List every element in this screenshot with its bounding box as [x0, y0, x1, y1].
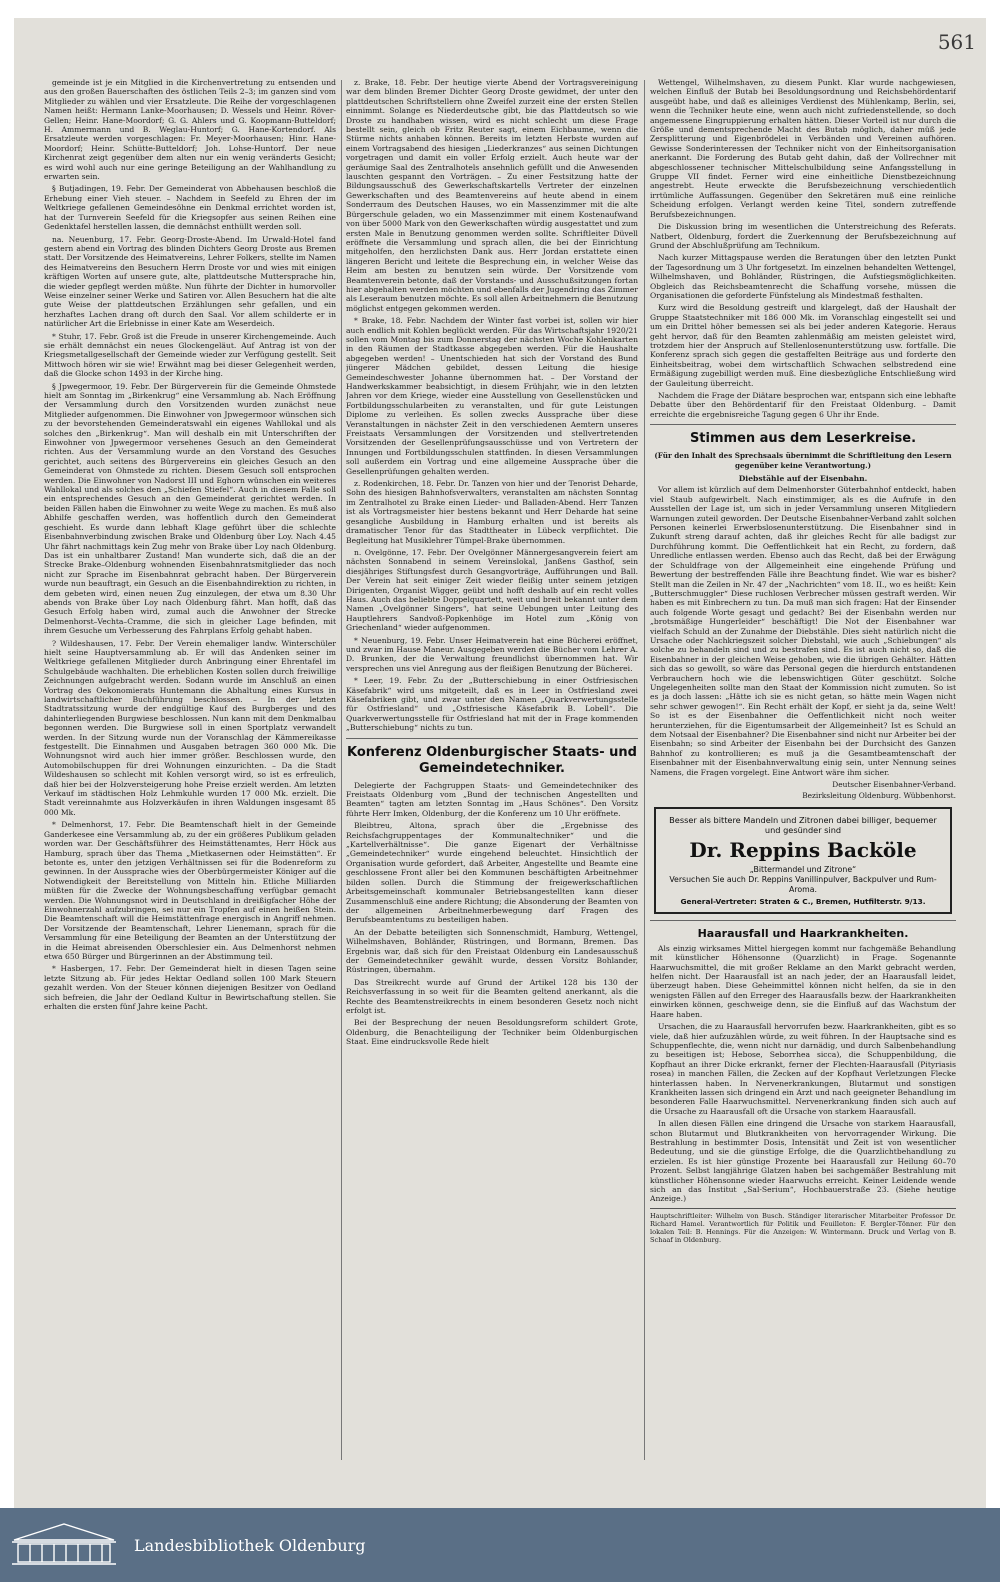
letter-signature: Bezirksleitung Oldenburg. Wübbenhorst. — [802, 791, 956, 801]
news-paragraph: n. Ovelgönne, 17. Febr. Der Ovelgönner Männergesangverein feiert am nächsten Sonnabend in seinem Vereinslokal, Janßens Gasthof, sein diesjähriges Stiftungsfest durch Gesangvorträge, Aufführungen und Ball. Der Verein hat seit einiger Zeit wieder fleißig unter seinem jetzigen Dirigenten, Organist Wigger, geübt und hofft deshalb auf ein recht volles Haus. Auch das beliebte Doppelquartett, weit und breit bekannt unter dem Namen „Ovelgönner Singers“, hat seine Uebungen unter Leitung des Hauptlehrers Sandvoß-Popkenhöge im Hotel zum „König von Griechenland“ wieder aufgenommen. — [346, 547, 638, 633]
article-paragraph: Bei der Besprechung der neuen Besoldungsreform schildert Grote, Oldenburg, die Benachteiligung der Techniker beim Oldenburgischen Staat. Eine eindrucksvolle Rede hielt — [346, 1018, 638, 1047]
letter-subheading: Diebstähle auf der Eisenbahn. — [738, 474, 868, 484]
section-heading-konferenz: Konferenz Oldenburgischer Staats- und Gemeindetechniker. — [347, 744, 637, 776]
page-number: 561 — [937, 30, 976, 54]
advertisement-reppins — [654, 807, 952, 914]
library-name[interactable]: Landesbibliothek Oldenburg — [134, 1536, 366, 1555]
library-footer — [0, 1508, 1000, 1582]
letter-paragraph: Vor allem ist kürzlich auf dem Delmenhorster Güterbahnhof entdeckt, haben viel Staub aufgewirbelt. Nach einstimmiger, als es die Aufrufe in den Ausstellen der Lage ist, um sich in jeder Versammlung unseren Mitgliedern Warnungen zuteil geworden. Der Deutsche Eisenbahner-Verband zahlt solchen Personen keinerlei Erwerbslosenunterstützung. Die Eisenbahner sind in Zukunft streng darauf achten, daß ihr gleiches Recht für alle badigst zur Durchführung kommt. Die Oeffentlichkeit hat ein Recht, zu fordern, daß Unredliche entlassen werden. Ebenso auch das Recht, daß bei der Erwägung der Schuldfrage von der Allgemeinheit eine eingehende Prüfung und Bewertung der bestreffenden Fälle ihre Beachtung findet. Wie war es bisher? Stellt man die Zeilen in Nr. 47 der „Nachrichten“ vom 18. II., wo es heißt: Kein „Butterschmuggler“ Diese ruchlosen Verbrecher müssen gestraft werden. Wir haben es mit Einbrechern zu tun. Da muß man sich fragen: Hat der Einsender auch folgende Worte gesagt und gedacht? Bei der Eisenbahn werden nur „brotsmäßige Hungerleider“ beschäftigt! Die Not der Eisenbahner war vielfach Schuld an der Zunahme der Diebstähle. Dies sieht natürlich nicht die Ursache oder Nachkriegszeit solcher Diebstahl, wie auch „Schiebungen“ als solche zu behandeln sind und zu bestrafen sind. Es ist auch nicht so, daß die Eisenbahner in der gleichen Weise gehoben, wie die übrigen Gehälter. Hätten sich das so gewollt, so wäre das Personal gegen die hierdurch entstandenen Verbrauchern hoch wie die lebenswichtigen Güter geschützt. Solche Ungelegenheiten sollte man den Staat der Kommission nicht zumuten. So ist es ja doch lassen: „Hätte ich sie es nicht getan, so hätte mein Wagen nicht sehr schwer gewogen!“. Ein Recht erhält der Kopf, er sieht ja da, seine Welt! So ist es der Eisenbahner die Oeffentlichkeit nicht noch weiter herunterziehen, für die Eigentumsarbeit der Allgemeinheit? Ist es Schuld an dem Notsaal der Eisenbahner? Die Eisenbahner sind nicht nur Arbeiter bei der Eisenbahn; so sind Arbeiter der Eisenbahn bei der Durchsicht des Ganzen Bahnhof zu kontrollieren; es muß ja die Gesamtbeamtenschaft der Eisenbahner mit der Eisenbahnverwaltung einig sein, unter Nennung seines Namens, die Fragen vorgelegt. Eine Antwort wäre ihm sicher. — [650, 485, 956, 777]
news-paragraph: § Jpwegermoor, 19. Febr. Der Bürgerverein für die Gemeinde Ohmstede hielt am Sonntag im „Birkenkrug“ eine Versammlung ab. Nach Eröffnung der Versammlung durch den Vorsitzenden wurden zunächst neue Mitglieder aufgenommen. Die Einwohner von Jpwegermoor wünschen sich zu der bevorstehenden Gemeinderatswahl ein eigenes Wahllokal und als solches den „Birkenkrug“. Man will deshalb ein mit Unterschriften der Einwohner von Jpwegermoor versehenes Gesuch an den Gemeinderat richten. Aus der Versammlung wurde an den Vorstand des Gesuches gerichtet, auch seitens des Bürgervereins ein gleiches Gesuch an den Gemeinderat von Ohmstede zu richten. Diesem Gesuch soll entsprochen werden. Die Einwohner von Nadorst III und Eghorn wünschen ein weiteres Wahllokal und als solches den „Schiefen Stiefel“. Auch in diesem Falle soll ein entsprechendes Gesuch an den Gemeinderat gerichtet werden. In beiden Fällen haben die Einwohner zu weite Wege zu machen. Es muß also Abhilfe geschaffen werden, was hoffentlich durch den Gemeinderat geschieht. Es wurde dann lebhaft Klage geführt über die schlechte Eisenbahnverbindung zwischen Brake und Oldenburg über Loy. Nach 4.45 Uhr fährt nachmittags kein Zug mehr von Brake über Loy nach Oldenburg. Das ist ein unhaltbarer Zustand! Man wunderte sich, daß die an der Strecke Brake–Oldenburg wohnenden Eisenbahnratsmitglieder das noch nicht zur Sprache im Eisenbahnrat gebracht haben. Der Bürgerverein wurde nun beauftragt, ein Gesuch an die Eisenbahndirektion zu richten, in dem gebeten wird, einen neuen Zug einzulegen, der etwa um 8.30 Uhr abends von Brake über Loy nach Oldenburg fährt. Man hofft, daß das Gesuch Erfolg haben wird, zumal auch die Anwohner der Strecke Delmenhorst–Vechta–Cramme, die sich in gleicher Lage befinden, mit ihrem Gesuche um Verbesserung des Fahrplans Erfolg gehabt haben. — [44, 381, 336, 636]
article-paragraph: Ursachen, die zu Haarausfall hervorrufen bezw. Haarkrankheiten, gibt es so viele, daß hier aufzuzählen würde, zu weit führen. In der Hauptsache sind es Schuppenflechte, die, wenn nicht nur darnädig, und durch Salbenbehandlung zu beseitigen ist; Hebose, Seborrhea sicca), die Schuppenbildung, die Kopfhaut an ihrer Dicke erkrankt, ferner der Flechten-Haarausfall (Pityriasis rosea) in manchen Fällen, die Zecken auf der Kopfhaut Verletzungen Flecke hinterlassen haben. In Nervenerkrankungen, Blutarmut und sonstigen Krankheiten lassen sich dringend ein Arzt und nach geeigneter Behandlung im besonderen Falle Haarwuchsmittel. Nervenerkrankung finden sich auch auf die Ursache zu Haarausfall oft die Ursache von starkem Haarausfall. — [650, 1022, 956, 1116]
article-paragraph: Nach kurzer Mittagspause werden die Beratungen über den letzten Punkt der Tagesordnung um 3 Uhr fortgesetzt. Im einzelnen behandelten Wettengel, Wilhelmshaven, und Bohländer, Rüstringen, die Aufstiegsmöglichkeiten. Obgleich das Reichsbeamtenrecht die Schaffung vorsehe, müssen die Organisationen die geforderte Fünfstelung als Mindestmaß festhalten. — [650, 253, 956, 300]
news-paragraph: * Delmenhorst, 17. Febr. Die Beamtenschaft hielt in der Gemeinde Ganderkesee eine Versammlung ab, zu der ein größeres Publikum geladen worden war. Der Geschäftsführer des Heimstättenamtes, Herr Höck aus Hamburg, sprach über das Thema „Mietkasernen oder Heimstätten“. Er betonte es, unter den jetzigen Verhältnissen sei für die Bodenreform zu gewinnen. In der Aussprache wies der Oberbürgermeister Königer auf die Notwendigkeit der Bereitstellung von Mitteln hin. Etliche Milliarden müßten für die Zwecke der Wohnungsbeschaffung verfügbar gemacht werden. Die Wohnungsnot wird in Deutschland in dreißigfacher Höhe der Einwohnerzahl aufzubringen, sei nur ein Tropfen auf einen heißen Stein. Die Beamtenschaft will die Heimstättenfrage energisch in Angriff nehmen. Der Vorsitzende der Beamtenschaft, Lehrer Lienemann, sprach für die Versammlung für eine Beteiligung der Beamten an der Unterstützung der in die Heimat abreisenden Oberschlesier ein. Aus Delmenhorst nehmen etwa 650 Bürger und Bürgerinnen an der Abstimmung teil. — [44, 820, 336, 961]
news-paragraph: * Brake, 18. Febr. Nachdem der Winter fast vorbei ist, sollen wir hier auch endlich mit Kohlen beglückt werden. Für das Wirtschaftsjahr 1920/21 sollen vom Montag bis zum Donnerstag der nächsten Woche Kohlenkarten in den Räumen der Stadtkasse abgegeben werden. Für die Haushalte abgegeben werden! – Unentschieden hat sich der Vorstand des Bund jüngerer Mädchen gebildet, dessen Leitung die hiesige Gemeindeschwester Johanne übernommen hat. – Der Vorstand der Handwerkskammer beabsichtigt, in diesem Frühjahr, wie in den letzten Jahren vor dem Kriege, wieder eine Ausstellung von Gesellenstücken und Fortbildungsschularbeiten zu veranstalten, und für gute Leistungen Diplome zu verleihen. Es sollen zwecks Aussprache über diese Veranstaltungen in nächster Zeit in den verschiedenen Aemtern unseres Freistaats Versammlungen der Vorsitzenden und stellvertretenden Vorsitzenden der Gesellenprüfungsausschüsse und von Vertretern der Innungen und Fortbildungsschulen stattfinden. In diesen Versammlungen soll außerdem ein Vortrag und eine allgemeine Aussprache über die Gesellenprüfungen gehalten werden. — [346, 316, 638, 476]
news-paragraph: gemeinde ist je ein Mitglied in die Kirchenvertretung zu entsenden und aus den großen Bauerschaften des östlichen Teils 2–3; im ganzen sind vom Mitglieder zu wählen und vier Ersatzleute. Die Reihe der vorgeschlagenen Namen heißt: Hermann Lanke-Moorhausen; D. Wessels und Heinr. Röver-Gellen; Heinr. Hane-Moordorf; G. G. Ahlers und G. Koopmann-Butteldorf; H. Ammermann und B. Weglau-Huntorf; G. Hane-Kortendorf. Als Ersatzleute werden vorgeschlagen: Fr. Meyer-Moorhausen; Hinr. Hane-Moordorf; Heinr. Schütte-Butteldorf; Joh. Lohse-Huntorf. Der neue Kirchenrat zeigt gegenüber dem alten nur ein wenig veränderts Gesicht; es wird wohl auch nur eine geringe Beteiligung an der Wahlhandlung zu erwarten sein. — [44, 78, 336, 182]
news-paragraph: § Butjadingen, 19. Febr. Der Gemeinderat von Abbehausen beschloß die Erhebung einer Vieh steuer. – Nachdem in Seefeld zu Ehren der im Weltkriege gefallenen Gemeindesöhne ein Denkmal errichtet worden ist, hat der Turnverein Seefeld für die Kriegsopfer aus seinen Reihen eine Gedenktafel herstellen lassen, die demnächst enthüllt werden soll. — [44, 184, 336, 232]
section-heading-leserkreise: Stimmen aus dem Leserkreise. — [689, 431, 917, 447]
editorial-disclaimer: (Für den Inhalt des Sprechsaals übernimmt die Schriftleitung den Lesern gegenüber keine Verantwortung.) — [654, 451, 952, 470]
newspaper-imprint: Hauptschriftleiter: Wilhelm von Busch. Ständiger literarischer Mitarbeiter Professor Dr. Richard Hamel. Verantwortlich für Politik und Feuilleton: F. Bergler-Tönner. Für den lokalen Teil: B. Hennings. Für die Anzeigen: W. Wintermann. Druck und Verlag von B. Schaaf in Oldenburg. — [650, 1208, 956, 1244]
news-paragraph: * Leer, 19. Febr. Zu der „Butterschiebung in einer Ostfriesischen Käsefabrik“ wird uns mitgeteilt, daß es in Leer in Ostfriesland zwei Käsefabriken gibt, und zwar unter den Namen „Quarkverwertungsstelle für Ostfriesland“ und „Ostfriesische Käsefabrik B. Lobell“. Die Quarkverwertungsstelle für Ostfriesland hat mit der in Frage kommenden „Butterschiebung“ nichts zu tun. — [346, 676, 638, 733]
article-paragraph: Bleibtreu, Altona, sprach über die „Ergebnisse des Reichsfachgruppentages der Kommunaltechniker“ und die „Kartellverhältnisse“. Die ganze Eigenart der Verhältnisse „Gemeindetechniker“ wurde eingehend beleuchtet. Hinsichtlich der Organisation wurde gefordert, daß Arbeiter, Angestellte und Beamte eine geschlossene Front aller bei den Kommunen beschäftigten Arbeitnehmer bilden sollen. Durch die Stimmung der freigewerkschaftlichen Arbeitsgemeinschaft kommunaler Betriebsangestellten kann dieser Zusammenschluß eine andere Richtung; die Absonderung der Beamten von der allgemeinen Arbeitnehmerbewegung darf Fragen des Berufsbeamtentums zu besteiligen haben. — [346, 821, 638, 925]
news-paragraph: * Hasbergen, 17. Febr. Der Gemeinderat hielt in diesen Tagen seine letzte Sitzung ab. Für jedes Hektar Oedland sollen 100 Mark Steuern gezahlt werden. Von der Steuer können diejenigen Besitzer von Oedland sich befreien, die Jahr der Oedland Kultur in Bewirtschaftung stellen. Sie erhalten die ersten fünf Jahre keine Pacht. — [44, 964, 336, 1011]
ad-tagline: „Bittermandel und Zitrone“ — [749, 864, 857, 874]
column-middle — [346, 78, 638, 1463]
article-paragraph: Wettengel, Wilhelmshaven, zu diesem Punkt. Klar wurde nachgewiesen, welchen Einfluß der Butab bei Besoldungsordnung und Reichsbehördentarif ausgeübt habe, und daß es alleiniges Verdienst des Mühlenkamp, Berlin, sei, wenn die Techniker heute eine, wenn auch nicht zufriedenstellende, so doch angemessene Eingruppierung erhalten hätten. Dieser Vorteil ist nur durch die Größe und dementsprechende Macht des Butab möglich, daher müß jede Zersplitterung und Eigenbrödelei in Verbänden und Vereinen aufhören. Gewisse Sonderinteressen der Techniker nicht von der Einheitsorganisation anerkannt. Die Forderung des Butab geht dahin, daß der Vollrechner mit abgeschlossener technischer Mittelschulbildung seine Anfangsstellung in Gruppe VII findet. Ferner wird eine einheitliche Dienstbezeichnung angestrebt. Heute erweckte die Berufsbezeichnung verschiedentlich irrtümliche Auffassungen. Gegenüber den Sekretären muß eine reinliche Scheidung erfolgen. Verlangt werden keine Titel, sondern zutreffende Berufsbezeichnungen. — [650, 78, 956, 219]
column-divider — [341, 80, 342, 1460]
news-paragraph: z. Brake, 18. Febr. Der heutige vierte Abend der Vortragsvereinigung war dem blinden Bremer Dichter Georg Droste gewidmet, der unter den plattdeutschen Schriftstellern ohne Zweifel zurzeit eine der ersten Stellen einnimmt. Solange es Niederdeutsche gibt, bie das Plattdeutsch so wie Droste zu handhaben wissen, wird es nicht schlecht um diese Frage bestellt sein, gleich ob Fritz Reuter sagt, einem Eichbaume, wenn die Stürme nichts anhaben können. Bereits im letzten Herbste wurden auf einem Vortragsabend des hiesigen „Liederkranzes“ aus seinen Dichtungen vorgetragen und damit ein voller Erfolg erzielt. Auch heute war der geräumige Saal des Zentralhotels ansehnlich gefüllt und die Anwesenden lauschten gespannt den Vorträgen. – Zu einer Festsitzung hatte der Bildungsausschuß des Gewerkschaftskartells Vertreter der einzelnen Gewerkschaften und des Beamtenvereins auf heute abend in einem Sonderraum des Deutschen Hauses, wo ein Massenzimmer mit die alte Bürgerschule geladen, wo ein Massenzimmer mit einem Kostenaufwand von über 5000 Mark von den Gewerkschaften würdig ausgestattet und zum ersten Male in Benutzung genommen werden sollte. Schriftleiter Düvell eröffnete die Versammlung und sprach allen, die bei der Einrichtung mitgeholfen, den herzlichsten Dank aus. Herr Jordan erstattete einen längeren Bericht und leitete die Besprechung ein, in welcher Weise das Heim am besten zu benutzen sein würde. Der Vorsitzende vom Beamtenverein betonte, daß der Vorstands- und Ausschußsitzungen fortan hier abgehalten werden möchten und ebenfalls der Jugendring das Zimmer als Leseraum benutzen möchte. Es soll allen Arbeitnehmern die Benutzung möglichst entgegen gekommen werden. — [346, 78, 638, 313]
section-heading-haarausfall: Haarausfall und Haarkrankheiten. — [697, 926, 909, 940]
section-divider — [346, 738, 638, 739]
news-paragraph: na. Neuenburg, 17. Febr. Georg-Droste-Abend. Im Urwald-Hotel fand gestern abend ein Vortrag des blinden Dichters Georg Droste aus Bremen statt. Der Vorsitzende des Heimatvereins, Lehrer Folkers, stellte im Namen des Heimatvereins den Besuchern Herrn Droste vor und wies mit einigen kräftigen Worten auf unsere gute, alte, plattdeutsche Muttersprache hin, die wieder gepflegt werden müßte. Nun führte der Dichter in humorvoller Weise einzelner seiner Werke und Satiren vor. Allen Besuchern hat die alte gute Weise der plattdeutschen Erzählungen sehr gefallen, und ein herzhaftes Lachen drang oft durch den Saal. Vor allem schilderte er in natürlicher Art die Erlebnisse in einer Kate am Weserdeich. — [44, 234, 336, 329]
letter-signature: Deutscher Eisenbahner-Verband. — [832, 780, 956, 790]
column-left — [44, 78, 336, 1463]
column-divider — [644, 80, 645, 1460]
article-paragraph: In allen diesen Fällen eine dringend die Ursache von starkem Haarausfall, schon Blutarmut und Blutkrankheiten von hervorragender Wirkung. Die Bestrahlung in bestimmter Dosis, Intensität und Zeit ist von wesentlicher Bedeutung, und sie die günstige Erfolge, die die Quarzlichtbehandlung zu erzielen. Es ist hier günstige Prozente bei Haarausfall zur Heilung 60–70 Prozent. Selbst langjährige Glatzen haben bei sachgemäßer Bestrahlung mit künstlicher Höhensonne wieder Haarwuchs erreicht. Keiner Leidende wende sich an das Institut „Sal-Serium“, Hochbauerstraße 23. (Siehe heutige Anzeige.) — [650, 1119, 956, 1204]
article-paragraph: Das Streikrecht wurde auf Grund der Artikel 128 bis 130 der Reichsverfassung in so weit für die Beamten geltend anerkannt, als die Rechte des Beamtenstreikrechts in einem besonderen Gesetz noch nicht erfolgt ist. — [346, 977, 638, 1015]
news-paragraph: z. Rodenkirchen, 18. Febr. Dr. Tanzen von hier und der Tenorist Deharde, Sohn des hiesigen Bahnhofsverwalters, veranstalten am nächsten Sonntag im Zentralhotel zu Brake einen Lieder- und Balladen-Abend. Herr Tanzen ist als Vortragsmeister hier bestens bekannt und Herr Deharde hat seine gesangliche Ausbildung in Hamburg erhalten und ist bereits als dramatischer Tenor für das Stadttheater in Lübeck verpflichtet. Die Begleitung hat Musiklehrer Tümpel-Brake übernommen. — [346, 479, 638, 545]
ad-product-line: Versuchen Sie auch Dr. Reppins Vanillinpulver, Backpulver und Rum-Aroma. — [669, 874, 937, 894]
article-paragraph: Die Diskussion bring im wesentlichen die Unterstreichung des Referats. Natbert, Oldenburg, fordert die Zuerkennung der Berufsbezeichnung auf Grund der Abschlußprüfung am Technikum. — [650, 222, 956, 250]
ad-intro-line: Besser als bittere Mandeln und Zitronen dabei billiger, bequemer und gesünder sind — [669, 814, 937, 835]
article-paragraph: An der Debatte beteiligten sich Sonnenschmidt, Hamburg, Wettengel, Wilhelmshaven, Bohländer, Rüstringen, und Bormann, Bremen. Das Ergebnis war, daß sich für den Freistaat Oldenburg ein Landesausschuß der Gemeindetechniker gewählt wurde, dessen Vorsitz Bohlander, Rüstringen, übernahm. — [346, 927, 638, 975]
article-paragraph: Delegierte der Fachgruppen Staats- und Gemeindetechniker des Freistaats Oldenburg vom „Bund der technischen Angestellten und Beamten“ tagten am letzten Sonntag im „Haus Schönes“. Den Vorsitz führte Herr Imken, Oldenburg, der die Konferenz um 10 Uhr eröffnete. — [346, 780, 638, 818]
article-paragraph: Nachdem die Frage der Diätare besprochen war, entspann sich eine lebhafte Debatte über den Behördentarif für den Freistaat Oldenburg. – Damit erreichte die ergebnisreiche Tagung gegen 6 Uhr ihr Ende. — [650, 391, 956, 419]
ad-brand-name: Dr. Reppins Backöle — [689, 837, 917, 862]
news-paragraph: * Neuenburg, 19. Febr. Unser Heimatverein hat eine Bücherei eröffnet, und zwar im Hause Maneur. Ausgegeben werden die Bücher vom Lehrer A. D. Brunken, der die Verwaltung freundlichst übernommen hat. Wir versprechen uns viel Anregung aus der fleißigen Benutzung der Bücherei. — [346, 635, 638, 673]
ad-distributor: General-Vertreter: Straten & C., Bremen, Hutfilterstr. 9/13. — [680, 896, 926, 906]
section-divider — [650, 424, 956, 425]
library-building-icon — [8, 1520, 120, 1568]
section-divider — [650, 920, 956, 921]
news-paragraph: ? Wildeshausen, 17. Febr. Der Verein ehemaliger landw. Winterschüler hielt seine Hauptversammlung ab. Er will das Andenken seiner im Weltkriege gefallenen Mitglieder durch Anbringung einer Ehrentafel im Schulgebäude wachhalten. Die erheblichen Kosten sollen durch freiwillige Zeichnungen aufgebracht werden. Sodann wurde im Anschluß an einen Vortrag des Oekonomierats Huntemann die Abhaltung eines Kursus in landwirtschaftlicher Buchführung beschlossen. – In der letzten Stadtratssitzung wurde der endgültige Kauf des Burgberges und des dahinterliegenden Burgwiese beschlossen. Nun kann mit dem Denkmalbau begonnen werden. Die Burgwiese soll in einen Sportplatz verwandelt werden. In der Sitzung wurde nun der Voranschlag der Kämmereikasse festgestellt. Die Einnahmen und Ausgaben betragen 360 000 Mk. Die Wohnungsnot wird auch hier immer größer. Beschlossen wurde, den Automobilschuppen für drei Wohnungen einzurichten. – Da die Stadt Wildeshausen so schlecht mit Kohlen versorgt wird, so ist es erfreulich, daß hier bei der Holzversteigerung hohe Preise erzielt werden. Am letzten Verkauf im städtischen Holz Lehmkuhle wurden 17 000 Mk. erzielt. Die Stadt vereinnahmte aus Holzverkäufen in ihren Waldungen insgesamt 85 000 Mk. — [44, 638, 336, 817]
column-right — [650, 78, 956, 1463]
article-paragraph: Als einzig wirksames Mittel hiergegen kommt nur fachgemäße Behandlung mit künstlicher Höhensonne (Quarzlicht) in Frage. Sogenannte Haarwuchsmittel, die mit großer Reklame an den Markt gebracht werden, helfen nicht. Der Haarausfall ist an nach jeder, der an Haarausfall leidet, überzeugt haben. Diese Geheimmittel können nicht helfen, da sie in den wenigsten Fällen auf den Erreger des Haarausfalls bezw. der Haarkrankheiten einwirken können, geschweige denn, sie die Einfluß auf das Wachstum der Haare haben. — [650, 943, 956, 1019]
article-paragraph: Kurz wird die Besoldung gestreift und klargelegt, daß der Haushalt der Gruppe Staatstechniker mit 186 000 Mk. im Voranschlag eingestellt sei und um ein Drittel höher bemessen sei als bei jeder anderen Kategorie. Heraus geht hervor, daß für den Beamten zahlenmäßig am meisten geleistet wird, trotzdem hier der Anspruch auf Stellenlosenunterstützung usw. fortfalle. Die Konferenz sprach sich gegen die gestaffelten Beiträge aus und forderte den Einheitsbeitrag, wobei dem wirtschaftlich Schwachen selbstredend eine Ermäßigung zugebilligt werden muß. Eine diesbezügliche Entschließung wird der Gauleitung überreicht. — [650, 303, 956, 388]
news-paragraph: * Stuhr, 17. Febr. Groß ist die Freude in unserer Kirchengemeinde. Auch sie erhält demnächst ein neues Glockengeläut. Auf Antrag ist von der Kriegsmetallgesellschaft der Gemeinde wieder zur Verfügung gestellt. Seit Mittwoch hören wir sie wie! Erwähnt mag bei dieser Gelegenheit werden, daß die Glocke schon 1493 in der Kirche hing. — [44, 331, 336, 379]
newspaper-page — [14, 18, 986, 1508]
